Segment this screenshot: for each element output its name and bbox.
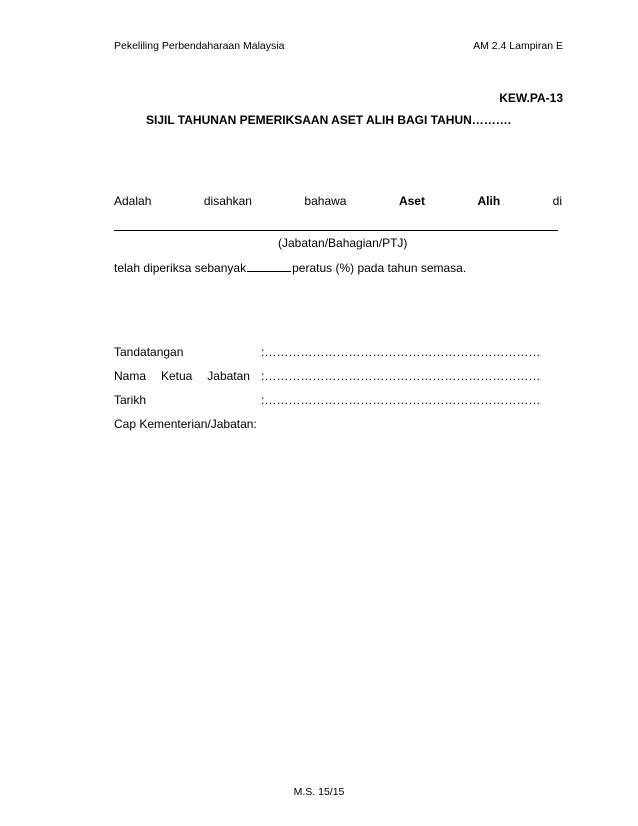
signature-dots: :…………………………………………………………… [261, 345, 541, 359]
head-name-label-word: Nama [114, 369, 147, 383]
head-name-label-word: Ketua [160, 369, 193, 383]
signature-row [114, 345, 562, 361]
head-name-dots: :…………………………………………………………… [261, 369, 541, 383]
cert-word-bold: Aset [398, 194, 425, 208]
header-right-text: AM 2.4 Lampiran E [473, 40, 563, 52]
date-label: Tarikh [114, 393, 147, 407]
signature-label: Tandatangan [114, 345, 184, 359]
department-fill-line [114, 230, 558, 231]
head-name-label [114, 369, 250, 383]
percentage-blank [247, 260, 291, 272]
checked-prefix: telah diperiksa sebanyak [114, 261, 247, 275]
stamp-row [114, 417, 562, 433]
stamp-label: Cap Kementerian/Jabatan: [114, 417, 257, 431]
cert-word: di [552, 194, 562, 208]
date-row [114, 393, 562, 409]
head-name-row [114, 369, 562, 385]
form-title: SIJIL TAHUNAN PEMERIKSAAN ASET ALIH BAGI TAHUN………. [146, 113, 512, 127]
cert-word-bold: Alih [477, 194, 501, 208]
cert-word: disahkan [203, 194, 252, 208]
cert-word: Adalah [114, 194, 152, 208]
cert-word: bahawa [304, 194, 347, 208]
certification-line [114, 194, 562, 208]
checked-percentage-line [114, 260, 466, 275]
form-code: KEW.PA-13 [499, 91, 563, 105]
date-dots: :…………………………………………………………… [261, 393, 541, 407]
head-name-label-word: Jabatan [207, 369, 250, 383]
checked-suffix: peratus (%) pada tahun semasa. [292, 261, 467, 275]
department-caption: (Jabatan/Bahagian/PTJ) [278, 236, 408, 250]
header-left-text: Pekeliling Perbendaharaan Malaysia [114, 40, 285, 52]
page-number: M.S. 15/15 [293, 786, 345, 798]
